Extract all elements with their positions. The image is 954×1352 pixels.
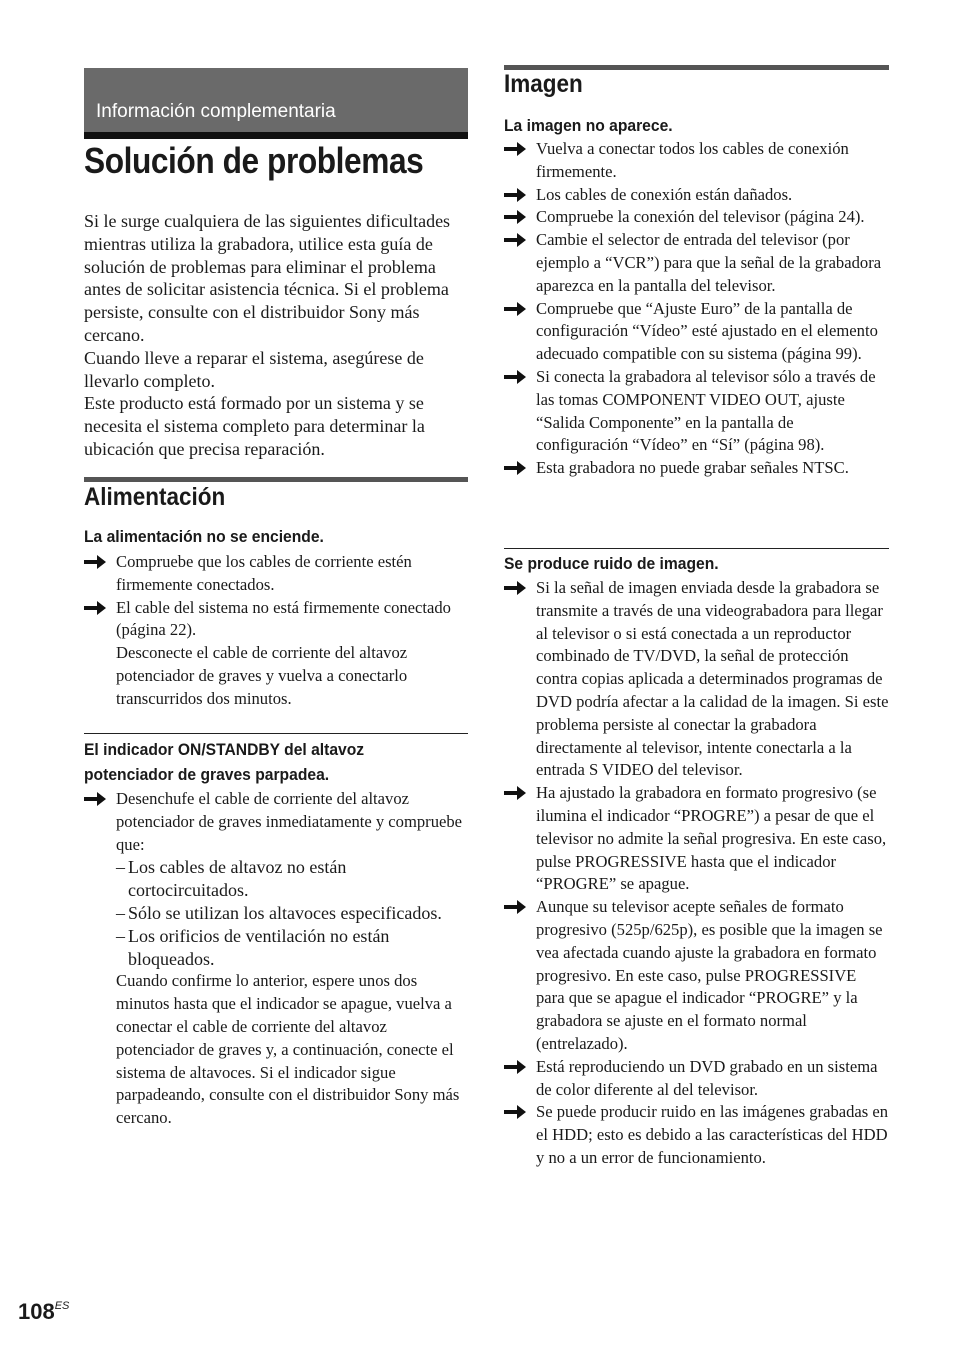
solution-item: Si conecta la grabadora al televisor sólo a través de las tomas COMPONENT VIDEO OUT, ajuste “Salida Componente” en la pantalla de configuración “Vídeo” en “Sí” (página 98). [504,366,889,457]
page-suffix: ES [54,1300,70,1312]
checklist-item: – Los cables de altavoz no están cortocircuitados. [116,857,347,901]
solution-item: Desenchufe el cable de corriente del altavoz potenciador de graves inmediatamente y compruebe que: [84,788,468,856]
intro-paragraph: Si le surge cualquiera de las siguientes dificultades mientras utiliza la grabadora, utilice esta guía de solución de problemas para eliminar el problema antes de solicitar asistencia técnica. Si el problema persiste, consulte con el distribuidor Sony más cercano. [84,211,451,345]
problem-title: La alimentación no se enciende. [84,527,324,546]
arrow-icon [504,142,526,156]
problem-divider [504,548,889,549]
page-number: $108^{ES}$ [18,1299,70,1324]
heading-alimentacion: Alimentación [84,483,226,511]
solution-item: Aunque su televisor acepte señales de formato progresivo (525p/625p), es posible que la imagen se vea afectada cuando ajuste la grabadora en formato progresivo. En este caso, pulse PROGRESSIVE para que se apague el indicador “PROGRE” y la grabadora se ajuste en el formato normal (entrelazado). [504,896,889,1056]
checklist-item: – Sólo se utilizan los altavoces especificados. [116,902,442,923]
arrow-icon [84,555,106,569]
section-banner-label: Información complementaria [96,101,336,122]
heading-imagen: Imagen [504,70,583,98]
solution-note: Cuando confirme lo anterior, espere unos dos minutos hasta que el indicador se apague, vuelva a conectar el cable de corriente del altavoz potenciador de graves y, a continuación, conecte el sistema de altavoces. Si el indicador sigue parpadeando, consulte con el distribuidor Sony más cercano. [116,971,460,1128]
solution-item: Cambie el selector de entrada del televisor (por ejemplo a “VCR”) para que la señal de la grabadora aparezca en la pantalla del televisor. [504,229,889,297]
problem-divider [84,733,468,734]
arrow-icon [504,302,526,316]
section-banner [84,68,468,139]
intro-text [84,210,468,461]
solution-item: Compruebe la conexión del televisor (página 24). [504,206,889,229]
solution-item: Se puede producir ruido en las imágenes grabadas en el HDD; esto es debido a las características del HDD y no a un error de funcionamiento. [504,1101,889,1169]
checklist-item: – Los orificios de ventilación no están bloqueados. [116,925,390,969]
intro-paragraph: Este producto está formado por un sistema y se necesita el sistema completo para determinar la ubicación que precisa reparación. [84,393,425,459]
arrow-icon [504,1105,526,1119]
arrow-icon [504,370,526,384]
problem-title: Se produce ruido de imagen. [504,554,719,573]
arrow-icon [504,461,526,475]
solution-list [504,577,889,1170]
solution-list [84,788,468,1130]
arrow-icon [504,233,526,247]
solution-item: Los cables de conexión están dañados. [504,184,889,207]
arrow-icon [504,210,526,224]
problem-title: El indicador ON/STANDBY del altavoz potenciador de graves parpadea. [84,740,365,784]
solution-item: Está reproduciendo un DVD grabado en un sistema de color diferente al del televisor. [504,1056,889,1102]
section-divider [84,477,468,482]
solution-note: Desconecte el cable de corriente del altavoz potenciador de graves y vuelva a conectarlo transcurridos dos minutos. [116,643,408,708]
arrow-icon [84,792,106,806]
solution-item: Compruebe que “Ajuste Euro” de la pantalla de configuración “Vídeo” esté ajustado en el elemento adecuado compatible con su sistema (página 99). [504,298,889,366]
arrow-icon [504,188,526,202]
solution-item: Ha ajustado la grabadora en formato progresivo (se ilumina el indicador “PROGRE”) a pesar de que el televisor no admite la señal progresiva. En este caso, pulse PROGRESSIVE hasta que el indicador “PROGRE” se apague. [504,782,889,896]
arrow-icon [504,786,526,800]
solution-item: El cable del sistema no está firmemente conectado (página 22). [84,597,468,643]
arrow-icon [504,1060,526,1074]
solution-item: Compruebe que los cables de corriente estén firmemente conectados. [84,551,468,597]
problem-title: La imagen no aparece. [504,116,673,135]
arrow-icon [84,601,106,615]
solution-item: Vuelva a conectar todos los cables de conexión firmemente. [504,138,889,184]
page-title: Solución de problemas [84,140,424,181]
solution-item: Si la señal de imagen enviada desde la grabadora se transmite a través de una videograbadora para llegar al televisor o si está conectada a un reproductor combinado de TV/DVD, la señal de protección contra copias aplicada a determinados programas de DVD podría afectar a la calidad de la imagen. Si este problema persiste al conectar la grabadora directamente al televisor, intente conectarla a la entrada S VIDEO del televisor. [504,577,889,782]
solution-list [504,138,889,480]
arrow-icon [504,581,526,595]
solution-item: Esta grabadora no puede grabar señales NTSC. [504,457,889,480]
arrow-icon [504,900,526,914]
solution-list [84,551,468,711]
intro-paragraph: Cuando lleve a reparar el sistema, asegúrese de llevarlo completo. [84,347,424,391]
